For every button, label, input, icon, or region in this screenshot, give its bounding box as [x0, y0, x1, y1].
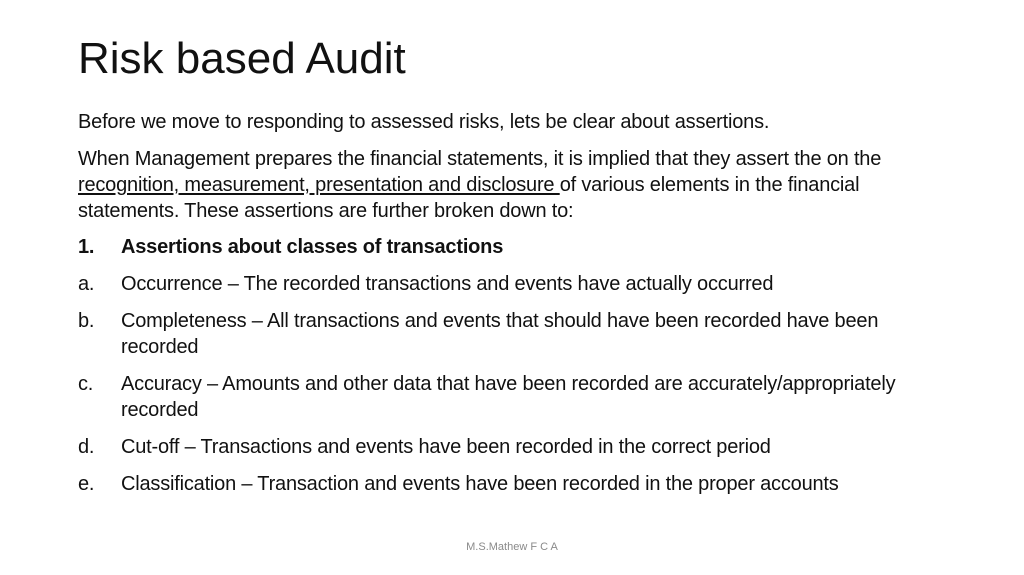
slide-footer: M.S.Mathew F C A	[466, 541, 558, 553]
list-item-text: Completeness – All transactions and events that should have been recorded have been recorded	[121, 310, 879, 358]
list-item	[78, 271, 958, 297]
intro-paragraph: Before we move to responding to assessed risks, lets be clear about assertions.	[78, 111, 770, 133]
slide-body	[78, 109, 958, 508]
list-heading-text: Assertions about classes of transactions	[121, 236, 504, 258]
assertion-text-after: of various elements in the financial statements. These assertions are further broken down to:	[78, 174, 860, 222]
assertion-paragraph	[78, 146, 958, 224]
list-item	[78, 434, 958, 460]
list-marker: e.	[78, 473, 95, 495]
list-item-text: Classification – Transaction and events have been recorded in the proper accounts	[121, 473, 839, 495]
list-marker: 1.	[78, 236, 95, 258]
assertion-underlined-text: recognition, measurement, presentation and disclosure	[78, 174, 560, 196]
list-item	[78, 471, 958, 497]
list-item-text: Cut-off – Transactions and events have been recorded in the correct period	[121, 436, 771, 458]
assertion-text-before: When Management prepares the financial statements, it is implied that they assert the on the	[78, 148, 882, 170]
list-marker: c.	[78, 373, 94, 395]
list-heading-item	[78, 234, 958, 260]
list-item	[78, 371, 958, 423]
list-marker: b.	[78, 310, 95, 332]
list-marker: d.	[78, 436, 95, 458]
list-marker: a.	[78, 273, 95, 295]
slide-title: Risk based Audit	[78, 34, 406, 83]
list-item-text: Accuracy – Amounts and other data that have been recorded are accurately/appropriately recorded	[121, 373, 896, 421]
list-item	[78, 308, 958, 360]
list-item-text: Occurrence – The recorded transactions and events have actually occurred	[121, 273, 774, 295]
